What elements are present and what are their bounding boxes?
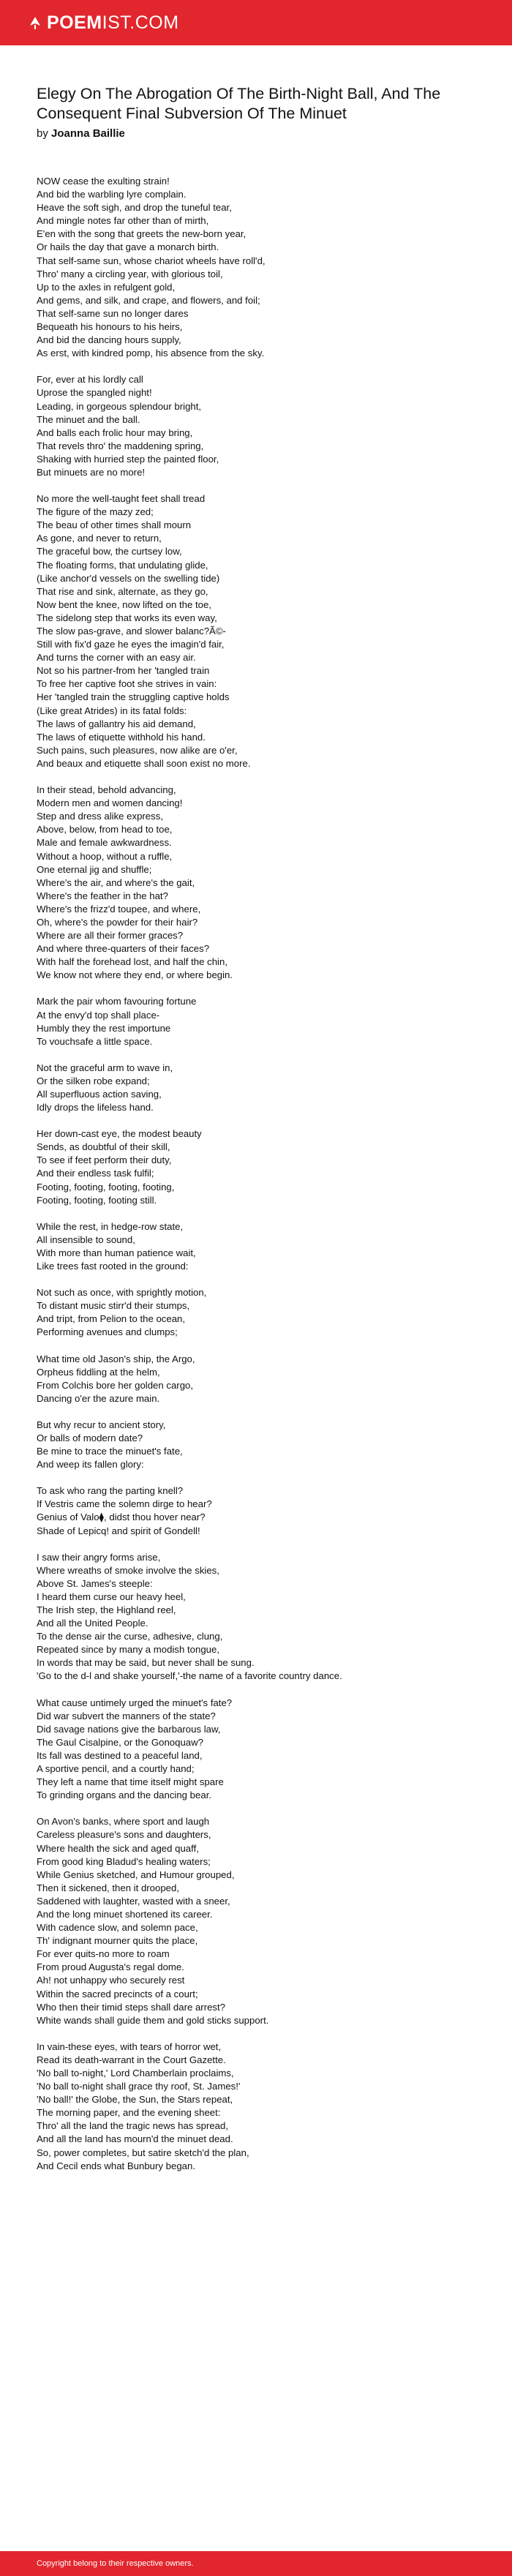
stanza (37, 2040, 483, 2173)
poem-line: The sidelong step that works its even way, (37, 612, 217, 623)
poem-line: Read its death-warrant in the Court Gazette. (37, 2054, 226, 2065)
poem-line: Above St. James's steeple: (37, 1577, 153, 1589)
poem-line: Mark the pair whom favouring fortune (37, 996, 197, 1007)
poem-line: On Avon's banks, where sport and laugh (37, 1816, 210, 1828)
poem-line: Within the sacred precincts of a court; (37, 1988, 198, 1999)
poem-line: Did savage nations give the barbarous law, (37, 1723, 221, 1735)
poem-line: Her down-cast eye, the modest beauty (37, 1128, 202, 1140)
poem-line: That revels thro' the maddening spring, (37, 440, 204, 451)
poem-line: The Irish step, the Highland reel, (37, 1604, 176, 1615)
poem-line: The beau of other times shall mourn (37, 519, 192, 531)
stanza (37, 995, 483, 1048)
poem-line: And where three-quarters of their faces? (37, 943, 210, 955)
stanza (37, 175, 483, 360)
poem-line: With half the forehead lost, and half the chin, (37, 956, 227, 968)
poem-line: 'No ball!' the Globe, the Sun, the Stars repeat, (37, 2094, 233, 2106)
footer (0, 2551, 512, 2576)
stanza (37, 1697, 483, 1803)
poem-line: Where's the feather in the hat? (37, 890, 168, 901)
site-logo[interactable] (28, 11, 179, 34)
poem-line: Humbly they the rest importune (37, 1022, 171, 1034)
poem-line: And turns the corner with an easy air. (37, 652, 196, 664)
poem-line: To ask who rang the parting knell? (37, 1485, 184, 1497)
poem-line: Shade of Lepicq! and spirit of Gondell! (37, 1525, 200, 1536)
poem-line: (Like anchor'd vessels on the swelling tide) (37, 572, 220, 584)
poem-line: The minuet and the ball. (37, 413, 140, 425)
poem-line: Thro' all the land the tragic news has spread, (37, 2120, 229, 2132)
poem-line: And beaux and etiquette shall soon exist no more. (37, 757, 251, 769)
poem-line: Without a hoop, without a ruffle, (37, 850, 173, 862)
poem-line: Th' indignant mourner quits the place, (37, 1935, 198, 1947)
copyright-text: Copyright belong to their respective owners. (37, 2559, 194, 2568)
stanza (37, 1286, 483, 1339)
poem-line: Orpheus fiddling at the helm, (37, 1366, 160, 1378)
poem-line: Repeated since by many a modish tongue, (37, 1644, 219, 1656)
poem-line: And Cecil ends what Bunbury began. (37, 2160, 196, 2171)
stanza (37, 1127, 483, 1207)
poem-line: Where's the frizz'd toupee, and where, (37, 903, 201, 915)
stanza (37, 1353, 483, 1405)
poem-line: What time old Jason's ship, the Argo, (37, 1353, 195, 1364)
poem-line: To vouchsafe a little space. (37, 1035, 153, 1047)
poem-line: That self-same sun no longer dares (37, 307, 189, 319)
poem-line: The morning paper, and the evening sheet: (37, 2107, 221, 2119)
poem-line: Heave the soft sigh, and drop the tuneful tear, (37, 202, 232, 214)
author-link[interactable]: Joanna Baillie (51, 127, 125, 140)
poem-line: Be mine to trace the minuet's fate, (37, 1446, 183, 1457)
stanza (37, 1419, 483, 1471)
stanza (37, 1220, 483, 1273)
poem-line: Bequeath his honours to his heirs, (37, 321, 183, 333)
poem-line: From good king Bladud's healing waters; (37, 1855, 211, 1867)
poem-line: Oh, where's the powder for their hair? (37, 916, 198, 928)
poem-line: And bid the dancing hours supply, (37, 334, 181, 346)
stanza (37, 1815, 483, 2027)
poem-line: All insensible to sound, (37, 1233, 135, 1245)
stanza (37, 492, 483, 770)
poem-line: Careless pleasure's sons and daughters, (37, 1829, 211, 1841)
poem-line: Ah! not unhappy who securely rest (37, 1975, 185, 1986)
poem-line: To grinding organs and the dancing bear. (37, 1790, 212, 1801)
poem-line: Who then their timid steps shall dare arrest? (37, 2001, 226, 2013)
poem-line: In vain-these eyes, with tears of horror wet, (37, 2040, 222, 2052)
poem-line: The slow pas-grave, and slower balanc?Ã©- (37, 626, 226, 637)
poem-line: In words that may be said, but never shall be sung. (37, 1657, 255, 1669)
poem-line: Up to the axles in refulgent gold, (37, 281, 176, 293)
poem-line: E'en with the song that greets the new-born year, (37, 228, 246, 240)
poem-line: That rise and sink, alternate, as they go, (37, 585, 208, 597)
stanza (37, 784, 483, 982)
poem-line: To see if feet perform their duty, (37, 1154, 172, 1166)
poem-line: Or the silken robe expand; (37, 1075, 150, 1086)
poem-line: One eternal jig and shuffle; (37, 863, 152, 875)
poem-line: Uprose the spangled night! (37, 387, 152, 399)
poem-line: Male and female awkwardness. (37, 837, 172, 849)
poem-line: Did war subvert the manners of the state? (37, 1710, 216, 1721)
poem-line: Or balls of modern date? (37, 1432, 143, 1443)
poem-line: And tript, from Pelion to the ocean, (37, 1313, 186, 1325)
poem-line: Her 'tangled train the struggling captive holds (37, 691, 230, 703)
poem-line: Step and dress alike express, (37, 811, 163, 822)
poem-line: Where health the sick and aged quaff, (37, 1842, 199, 1854)
poem-line: And balls each frolic hour may bring, (37, 427, 193, 438)
poem-line: The laws of gallantry his aid demand, (37, 718, 196, 729)
poem-line: While the rest, in hedge-row state, (37, 1220, 184, 1232)
poem-line: 'No ball to-night shall grace thy roof, St. James!' (37, 2081, 241, 2092)
stanza (37, 1062, 483, 1114)
poem-line: What cause untimely urged the minuet's fate? (37, 1697, 233, 1708)
poem-line: Shaking with hurried step the painted floor, (37, 453, 219, 465)
poem-line: Idly drops the lifeless hand. (37, 1102, 154, 1114)
poem-line: Not so his partner-from her 'tangled train (37, 665, 210, 677)
poem-line: Sends, as doubtful of their skill, (37, 1141, 170, 1153)
poem-line: Where wreaths of smoke involve the skies, (37, 1564, 219, 1576)
poem-line: Footing, footing, footing, footing, (37, 1181, 175, 1193)
poem-line: Like trees fast rooted in the ground: (37, 1261, 189, 1272)
poem-line: But minuets are no more! (37, 466, 146, 478)
poem-line: For ever quits-no more to roam (37, 1948, 170, 1960)
poem-line: Genius of Valo⧫, didst thou hover near? (37, 1512, 206, 1523)
poem-line: To free her captive foot she strives in vain: (37, 678, 217, 690)
poem-line: A sportive pencil, and a courtly hand; (37, 1763, 195, 1775)
stanza (37, 1484, 483, 1537)
poem-line: Dancing o'er the azure main. (37, 1392, 160, 1404)
poem-line: I heard them curse our heavy heel, (37, 1591, 186, 1602)
poem-line: And gems, and silk, and crape, and flowers, and foil; (37, 294, 260, 306)
poem-line: If Vestris came the solemn dirge to hear? (37, 1498, 212, 1510)
poem-line: I saw their angry forms arise, (37, 1551, 161, 1563)
poem-line: The floating forms, that undulating glide, (37, 559, 208, 571)
stanza (37, 373, 483, 479)
poem-line: Leading, in gorgeous splendour bright, (37, 400, 202, 412)
poem-line: Then it sickened, then it drooped, (37, 1882, 180, 1893)
poem-line: The Gaul Cisalpine, or the Gonoquaw? (37, 1736, 203, 1748)
poem-line: From proud Augusta's regal dome. (37, 1961, 184, 1973)
logo-bold-text: POEM (47, 12, 102, 33)
poem-line: While Genius sketched, and Humour grouped, (37, 1869, 235, 1880)
poem-line: Thro' many a circling year, with glorious toil, (37, 268, 223, 279)
poem-container (37, 84, 483, 2186)
byline (37, 127, 483, 140)
poem-line: No more the well-taught feet shall tread (37, 493, 206, 505)
poem-body (37, 175, 483, 2173)
logo-mark-icon (28, 15, 42, 30)
poem-line: Where are all their former graces? (37, 930, 184, 942)
poem-line: That self-same sun, whose chariot wheels have roll'd, (37, 255, 266, 266)
poem-line: Saddened with laughter, wasted with a sneer, (37, 1895, 230, 1907)
poem-line: And all the land has mourn'd the minuet dead. (37, 2133, 233, 2145)
poem-line: Performing avenues and clumps; (37, 1326, 178, 1338)
poem-line: As erst, with kindred pomp, his absence from the sky. (37, 348, 265, 359)
poem-line: Its fall was destined to a peaceful land, (37, 1749, 203, 1761)
poem-line: And weep its fallen glory: (37, 1459, 144, 1471)
poem-line: And all the United People. (37, 1618, 148, 1629)
poem-line: As gone, and never to return, (37, 533, 162, 544)
poem-line: At the envy'd top shall place- (37, 1009, 160, 1021)
poem-line: Now bent the knee, now lifted on the toe, (37, 598, 211, 610)
poem-line: 'Go to the d-l and shake yourself,'-the name of a favorite country dance. (37, 1670, 342, 1682)
poem-line: Not such as once, with sprightly motion, (37, 1287, 207, 1299)
poem-line: The figure of the mazy zed; (37, 506, 154, 518)
poem-line: And the long minuet shortened its career. (37, 1908, 213, 1920)
poem-line: We know not where they end, or where begin. (37, 969, 233, 981)
poem-line: With cadence slow, and solemn pace, (37, 1922, 198, 1934)
poem-line: Still with fix'd gaze he eyes the imagin'd fair, (37, 639, 225, 650)
poem-line: But why recur to ancient story, (37, 1419, 166, 1430)
poem-line: All superfluous action saving, (37, 1089, 162, 1100)
top-bar (0, 0, 512, 45)
poem-line: With more than human patience wait, (37, 1247, 196, 1258)
poem-line: Where's the air, and where's the gait, (37, 876, 195, 888)
poem-line: Footing, footing, footing still. (37, 1194, 157, 1206)
poem-line: And mingle notes far other than of mirth, (37, 215, 209, 227)
poem-line: They left a name that time itself might spare (37, 1776, 224, 1788)
poem-line: And their endless task fulfil; (37, 1168, 154, 1179)
stanza (37, 1551, 483, 1683)
poem-line: 'No ball to-night,' Lord Chamberlain proclaims, (37, 2068, 234, 2079)
poem-line: The laws of etiquette withhold his hand. (37, 731, 206, 743)
poem-line: For, ever at his lordly call (37, 374, 143, 386)
poem-line: To the dense air the curse, adhesive, clung, (37, 1631, 223, 1642)
logo-thin-text: IST.COM (102, 12, 179, 33)
poem-line: And bid the warbling lyre complain. (37, 189, 187, 200)
poem-line: So, power completes, but satire sketch'd the plan, (37, 2147, 249, 2158)
poem-line: From Colchis bore her golden cargo, (37, 1379, 194, 1391)
poem-line: Or hails the day that gave a monarch birth. (37, 241, 219, 253)
byline-prefix: by (37, 127, 48, 140)
poem-line: (Like great Atrides) in its fatal folds: (37, 705, 187, 716)
poem-title: Elegy On The Abrogation Of The Birth-Night Ball, And The Consequent Final Subversion Of The Minuet (37, 85, 441, 122)
poem-line: NOW cease the exulting strain! (37, 176, 170, 187)
poem-line: In their stead, behold advancing, (37, 784, 176, 796)
poem-line: To distant music stirr'd their stumps, (37, 1300, 190, 1312)
poem-line: Above, below, from head to toe, (37, 824, 173, 835)
poem-line: White wands shall guide them and gold sticks support. (37, 2014, 269, 2026)
poem-line: Such pains, such pleasures, now alike are o'er, (37, 744, 238, 756)
poem-line: Modern men and women dancing! (37, 797, 183, 809)
poem-line: Not the graceful arm to wave in, (37, 1062, 173, 1073)
poem-line: The graceful bow, the curtsey low, (37, 546, 182, 557)
